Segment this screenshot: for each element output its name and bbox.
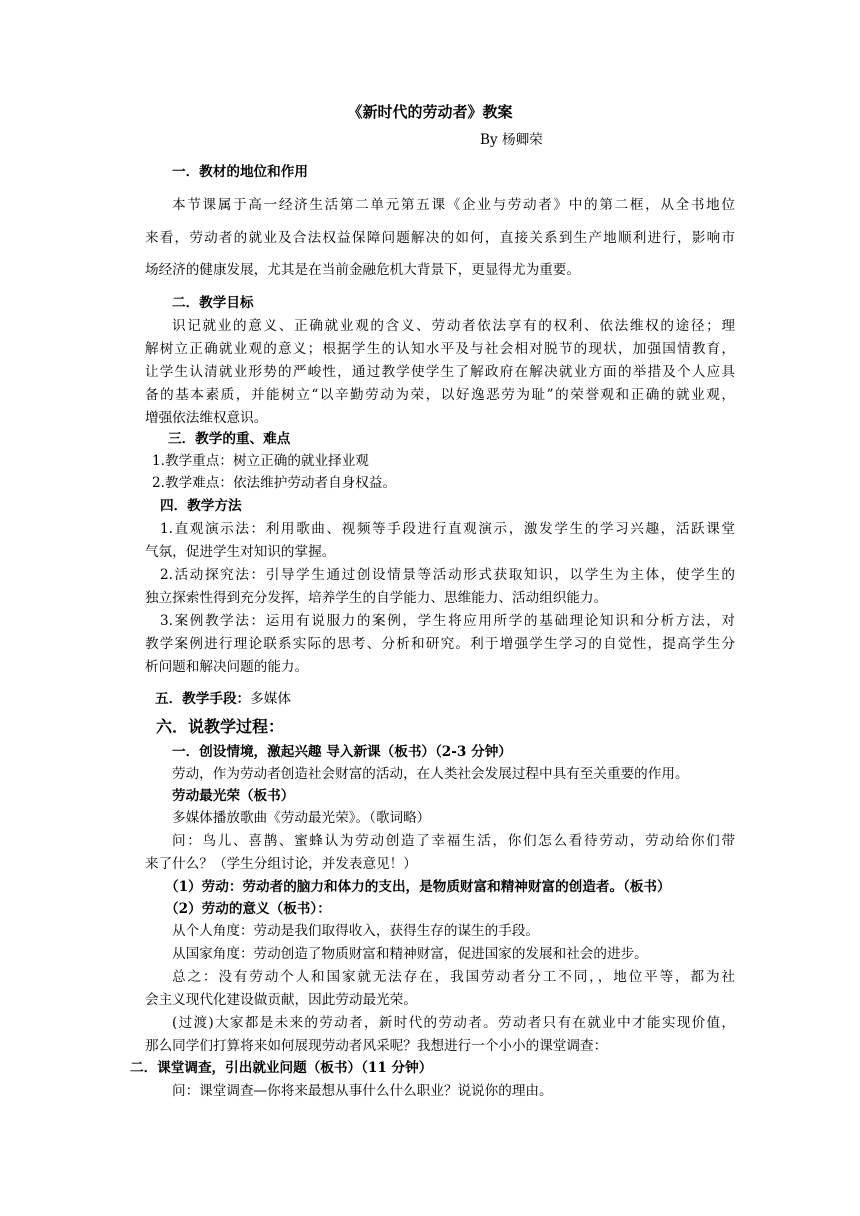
section-2-line: 识记就业的意义、正确就业观的含义、劳动者依法享有的权利、依法维权的途径；理 [172,318,735,334]
key-point-item: 1.教学重点：树立正确的就业择业观 [152,453,369,469]
section-1-line: 本节课属于高一经济生活第二单元第五课《企业与劳动者》中的第二框，从全书地位 [172,197,735,213]
section-2-heading: 二．教学目标 [172,295,254,311]
section-5-value: 多媒体 [250,691,291,707]
method-2-line: 2.活动探究法：引导学生通过创设情景等活动形式获取知识，以学生为主体，使学生的 [160,567,735,583]
labor-significance-heading: （2）劳动的意义（板书）： [165,901,331,917]
section-3-heading: 三．教学的重、难点 [168,431,291,447]
author-line: By 杨卿荣 [480,132,543,148]
section-1-line: 来看，劳动者的就业及合法权益保障问题解决的如何，直接关系到生产地顺利进行，影响市 [145,230,735,246]
section-6-heading: 六．说教学过程： [156,717,285,736]
process-1-line: 总之：没有劳动个人和国家就无法存在，我国劳动者分工不同，，地位平等，都为社 [172,969,735,985]
process-2-line: 问：课堂调查—你将来最想从事什么什么职业？说说你的理由。 [172,1083,553,1099]
difficulty-item: 2.教学难点：依法维护劳动者自身权益。 [152,475,397,491]
section-2-line: 让学生认清就业形势的严峻性，通过教学使学生了解政府在解决就业方面的举措及个人应具 [145,364,735,380]
process-1-line: 多媒体播放歌曲《劳动最光荣》。（歌词略） [172,810,431,826]
process-1-line: 劳动，作为劳动者创造社会财富的活动，在人类社会发展过程中具有至关重要的作用。 [172,766,689,782]
section-2-line: 增强依法维权意识。 [145,410,268,426]
process-1-line: 从国家角度：劳动创造了物质财富和精神财富，促进国家的发展和社会的进步。 [172,946,648,962]
process-1-heading: 一．创设情境，激起兴趣 导入新课（板书）（2-3 分钟） [172,744,512,760]
labor-definition: （1）劳动：劳动者的脑力和体力的支出，是物质财富和精神财富的创造者。（板书） [165,879,671,895]
method-1-line: 气氛，促进学生对知识的掌握。 [145,544,336,560]
process-1-line: 问：鸟儿、喜鹊、蜜蜂认为劳动创造了幸福生活，你们怎么看待劳动，劳动给你们带 [172,833,735,849]
method-3-line: 教学案例进行理论联系实际的思考、分析和研究。利于增强学生学习的自觉性，提高学生分 [145,636,735,652]
section-5-line [155,690,745,708]
section-2-line: 备的基本素质，并能树立“以辛勤劳动为荣，以好逸恶劳为耻”的荣誉观和正确的就业观， [145,387,735,403]
section-2-line: 解树立正确就业观的意义；根据学生的认知水平及与社会相对脱节的现状，加强国情教育， [145,341,735,357]
section-1-heading: 一．教材的地位和作用 [172,164,308,180]
document-title: 《新时代的劳动者》教案 [347,103,513,121]
method-3-line: 析问题和解决问题的能力。 [145,659,309,675]
process-2-heading: 二．课堂调查，引出就业问题（板书）（11 分钟） [130,1060,433,1076]
section-5-label: 五．教学手段： [155,691,251,707]
method-3-line: 3.案例教学法：运用有说服力的案例，学生将应用所学的基础理论知识和分析方法，对 [160,613,735,629]
section-1-line: 场经济的健康发展，尤其是在当前金融危机大背景下，更显得尤为重要。 [145,262,580,278]
process-1-line: 会主义现代化建设做贡献，因此劳动最光荣。 [145,992,417,1008]
process-1-line: (过渡)大家都是未来的劳动者，新时代的劳动者。劳动者只有在就业中才能实现价值， [172,1015,735,1031]
process-1-line: 来了什么？（学生分组讨论，并发表意见！） [145,856,417,872]
process-1-line: 那么同学们打算将来如何展现劳动者风采呢？我想进行一个小小的课堂调查： [145,1038,608,1054]
method-1-line: 1.直观演示法：利用歌曲、视频等手段进行直观演示，激发学生的学习兴趣，活跃课堂 [160,521,735,537]
board-note: 劳动最光荣（板书） [172,788,295,804]
process-1-line: 从个人角度：劳动是我们取得收入，获得生存的谋生的手段。 [172,923,540,939]
method-2-line: 独立探索性得到充分发挥，培养学生的自学能力、思维能力、活动组织能力。 [145,590,608,606]
section-4-heading: 四．教学方法 [160,498,242,514]
